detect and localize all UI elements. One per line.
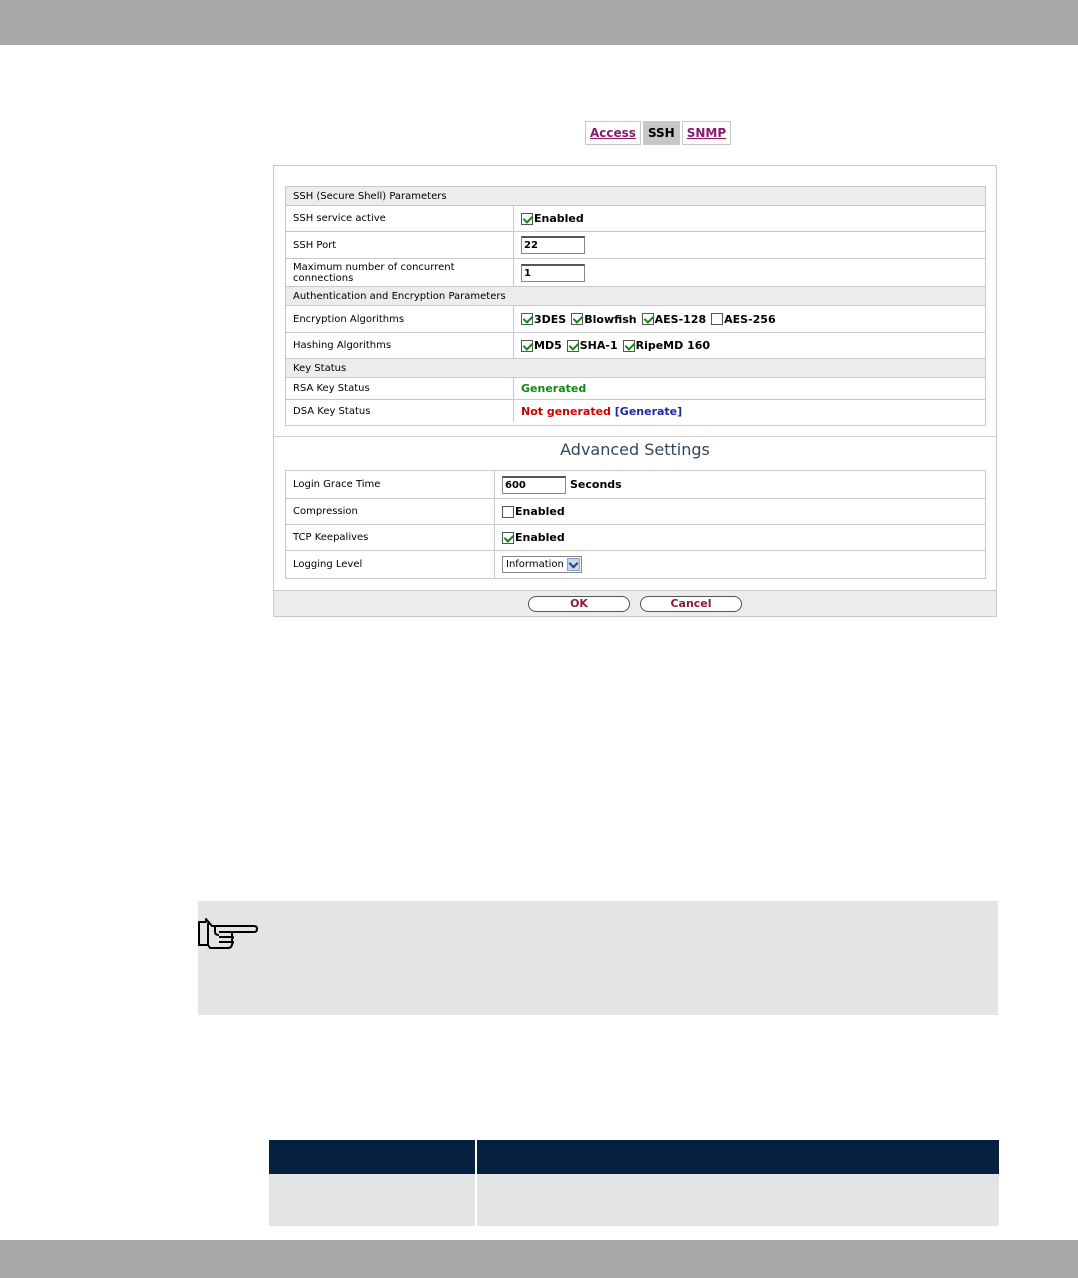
encryption-blowfish-label: Blowfish [584, 312, 637, 326]
hashing-row [286, 333, 985, 359]
tab-ssh[interactable]: SSH [643, 121, 680, 145]
table-header [269, 1140, 999, 1174]
ssh-service-option: Enabled [534, 212, 584, 225]
ssh-port-label: SSH Port [286, 232, 514, 258]
table-header-cell [477, 1140, 999, 1174]
ssh-service-row [286, 206, 985, 232]
encryption-aes128-checkbox[interactable] [642, 313, 654, 325]
hashing-ripemd-checkbox[interactable] [623, 340, 635, 352]
compression-option: Enabled [515, 505, 565, 518]
encryption-aes256-label: AES-256 [724, 312, 776, 326]
encryption-aes256-checkbox[interactable] [711, 313, 723, 325]
encryption-label: Encryption Algorithms [286, 306, 514, 332]
ok-button[interactable]: OK [528, 596, 630, 612]
dsa-key-status: Not generated [521, 404, 611, 418]
logging-level-value: Information [506, 559, 564, 570]
dsa-key-row [286, 400, 985, 422]
description-table [269, 1140, 999, 1226]
encryption-3des-label: 3DES [534, 312, 567, 326]
chevron-down-icon[interactable] [567, 558, 580, 571]
table-cell [269, 1174, 477, 1226]
rsa-key-label: RSA Key Status [286, 378, 514, 399]
hashing-md5-checkbox[interactable] [521, 340, 533, 352]
hashing-md5-label: MD5 [534, 339, 562, 352]
encryption-aes128-label: AES-128 [654, 312, 707, 326]
tcp-keepalives-label: TCP Keepalives [286, 525, 495, 550]
hashing-label: Hashing Algorithms [286, 333, 514, 358]
page-footer-bar [0, 1240, 1078, 1278]
cancel-button[interactable]: Cancel [640, 596, 742, 612]
tcp-keepalives-option: Enabled [515, 531, 565, 544]
form-footer [274, 590, 996, 616]
table-row [269, 1174, 999, 1226]
logging-level-row [286, 551, 985, 578]
login-grace-unit: Seconds [570, 478, 622, 491]
hashing-sha1-label: SHA-1 [579, 339, 618, 352]
hashing-sha1-checkbox[interactable] [567, 340, 579, 352]
max-connections-row [286, 259, 985, 287]
encryption-row [286, 306, 985, 333]
pointing-hand-icon [198, 915, 258, 949]
encryption-3des-checkbox[interactable] [521, 313, 533, 325]
tab-access[interactable]: Access [585, 121, 641, 145]
auth-parameters-heading: Authentication and Encryption Parameters [286, 287, 985, 306]
logging-level-select[interactable] [502, 556, 582, 573]
logging-level-label: Logging Level [286, 551, 495, 578]
compression-row [286, 499, 985, 525]
generate-dsa-key-link[interactable]: [Generate] [614, 404, 683, 418]
hashing-ripemd-label: RipeMD 160 [635, 339, 711, 352]
rsa-key-status: Generated [521, 382, 587, 395]
dsa-key-label: DSA Key Status [286, 400, 514, 422]
ssh-service-checkbox[interactable] [521, 213, 533, 225]
encryption-blowfish-checkbox[interactable] [571, 313, 583, 325]
note-box [198, 901, 998, 1015]
tcp-keepalives-row [286, 525, 985, 551]
table-header-cell [269, 1140, 477, 1174]
key-status-heading: Key Status [286, 359, 985, 378]
ssh-service-label: SSH service active [286, 206, 514, 231]
ssh-port-row [286, 232, 985, 259]
ssh-port-input[interactable]: 22 [521, 236, 585, 254]
login-grace-row [286, 471, 985, 499]
ssh-parameters-heading: SSH (Secure Shell) Parameters [286, 187, 985, 206]
compression-label: Compression [286, 499, 495, 524]
advanced-settings-section [285, 470, 986, 579]
tab-bar [585, 121, 733, 145]
advanced-settings-title: Advanced Settings [274, 436, 996, 462]
table-cell [477, 1174, 999, 1226]
compression-checkbox[interactable] [502, 506, 514, 518]
login-grace-input[interactable]: 600 [502, 476, 566, 494]
max-connections-input[interactable]: 1 [521, 264, 585, 282]
login-grace-label: Login Grace Time [286, 471, 495, 498]
max-connections-label: Maximum number of concurrent connections [286, 259, 514, 286]
ssh-parameters-section [285, 186, 986, 426]
tcp-keepalives-checkbox[interactable] [502, 532, 514, 544]
ssh-config-panel [273, 165, 997, 617]
rsa-key-row [286, 378, 985, 400]
tab-snmp[interactable]: SNMP [682, 121, 731, 145]
page-header-bar [0, 0, 1078, 45]
